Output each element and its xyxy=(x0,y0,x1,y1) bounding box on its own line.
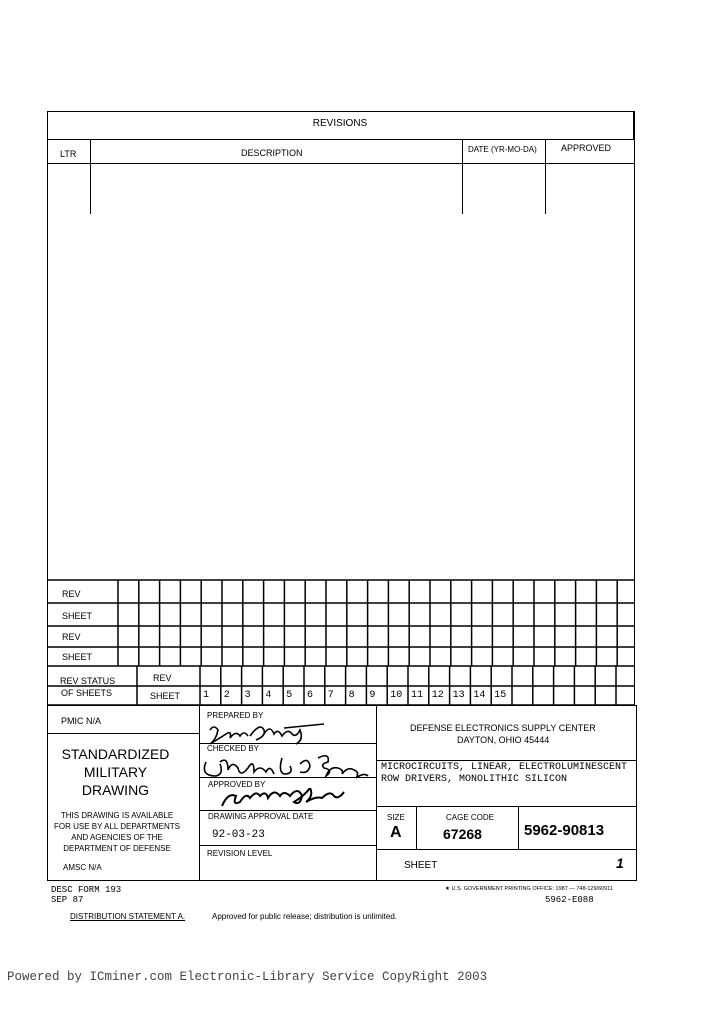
agency-line1: DEFENSE ELECTRONICS SUPPLY CENTER xyxy=(410,723,596,733)
checked-by-label: CHECKED BY xyxy=(207,744,260,753)
size-value: A xyxy=(390,824,402,841)
amsc: AMSC N/A xyxy=(63,863,102,872)
sheet-value: 1 xyxy=(616,855,624,871)
form-line1: DESC FORM 193 xyxy=(51,885,122,895)
sheet-number: 9 xyxy=(369,690,376,701)
prepared-by-label: PREPARED BY xyxy=(207,711,264,720)
std-line1: STANDARDIZED xyxy=(61,746,170,762)
revision-level-label: REVISION LEVEL xyxy=(207,849,273,858)
cage-label: CAGE CODE xyxy=(446,813,495,822)
distribution-text: Approved for public release; distribution is unlimited. xyxy=(212,912,397,921)
avail-2: FOR USE BY ALL DEPARTMENTS xyxy=(54,822,180,831)
revisions-title: REVISIONS xyxy=(312,118,368,129)
sheet-number: 7 xyxy=(327,690,334,701)
avail-3: AND AGENCIES OF THE xyxy=(71,833,163,842)
cage-value: 67268 xyxy=(443,826,482,842)
sheet-label-2: SHEET xyxy=(62,652,93,662)
sheet-number: 4 xyxy=(265,690,272,701)
sheet-number: 8 xyxy=(348,690,355,701)
drawing-title-line1: MICROCIRCUITS, LINEAR, ELECTROLUMINESCENT xyxy=(381,762,628,773)
approval-date: 92-03-23 xyxy=(212,829,265,841)
form-line2: SEP 87 xyxy=(51,895,84,905)
col-date: DATE (YR-MO-DA) xyxy=(468,145,537,154)
col-approved: APPROVED xyxy=(561,143,612,153)
signature-prepared xyxy=(204,722,334,748)
sheet-number: 5 xyxy=(286,690,293,701)
sheet-number: 13 xyxy=(452,690,465,701)
std-line2: MILITARY xyxy=(83,764,148,780)
std-line3: DRAWING xyxy=(81,782,150,798)
sheet-number: 6 xyxy=(307,690,314,701)
distribution-label: DISTRIBUTION STATEMENT A. xyxy=(70,912,186,921)
rev-label-3: REV xyxy=(153,673,172,683)
sheet-label: SHEET xyxy=(404,860,438,871)
sheet-number: 3 xyxy=(244,690,251,701)
gpo-line: ★ U.S. GOVERNMENT PRINTING OFFICE: 1987 — 748-129/60911 xyxy=(445,886,613,892)
avail-4: DEPARTMENT OF DEFENSE xyxy=(63,844,171,853)
rev-status-line2: OF SHEETS xyxy=(61,688,113,698)
drawing-title-line2: ROW DRIVERS, MONOLITHIC SILICON xyxy=(381,774,568,785)
form-number: 5962-E088 xyxy=(545,895,594,905)
sheet-number: 15 xyxy=(494,690,507,701)
rev-label-2: REV xyxy=(62,632,81,642)
sheet-label-3: SHEET xyxy=(150,691,181,701)
sheet-number: 14 xyxy=(473,690,486,701)
sheet-number: 12 xyxy=(431,690,444,701)
sheet-number: 2 xyxy=(223,690,230,701)
size-label: SIZE xyxy=(387,813,405,822)
powered-by: Powered by ICminer.com Electronic-Library Service CopyRight 2003 xyxy=(7,970,488,984)
agency-line2: DAYTON, OHIO 45444 xyxy=(457,735,550,745)
signature-approved xyxy=(218,788,368,814)
sheet-number: 11 xyxy=(411,690,424,701)
col-description: DESCRIPTION xyxy=(241,148,303,158)
sheet-number: 1 xyxy=(203,690,210,701)
pmic: PMIC N/A xyxy=(61,716,102,726)
drawing-number: 5962-90813 xyxy=(524,822,605,839)
sheet-label-1: SHEET xyxy=(62,611,93,621)
avail-1: THIS DRAWING IS AVAILABLE xyxy=(60,811,174,820)
approved-by-label: APPROVED BY xyxy=(208,780,266,789)
sheet-number: 10 xyxy=(390,690,403,701)
rev-label-1: REV xyxy=(62,589,81,599)
col-ltr: LTR xyxy=(60,149,77,159)
rev-status-line1: REV STATUS xyxy=(60,676,116,686)
approval-date-label: DRAWING APPROVAL DATE xyxy=(208,812,314,821)
signature-checked xyxy=(200,752,376,780)
